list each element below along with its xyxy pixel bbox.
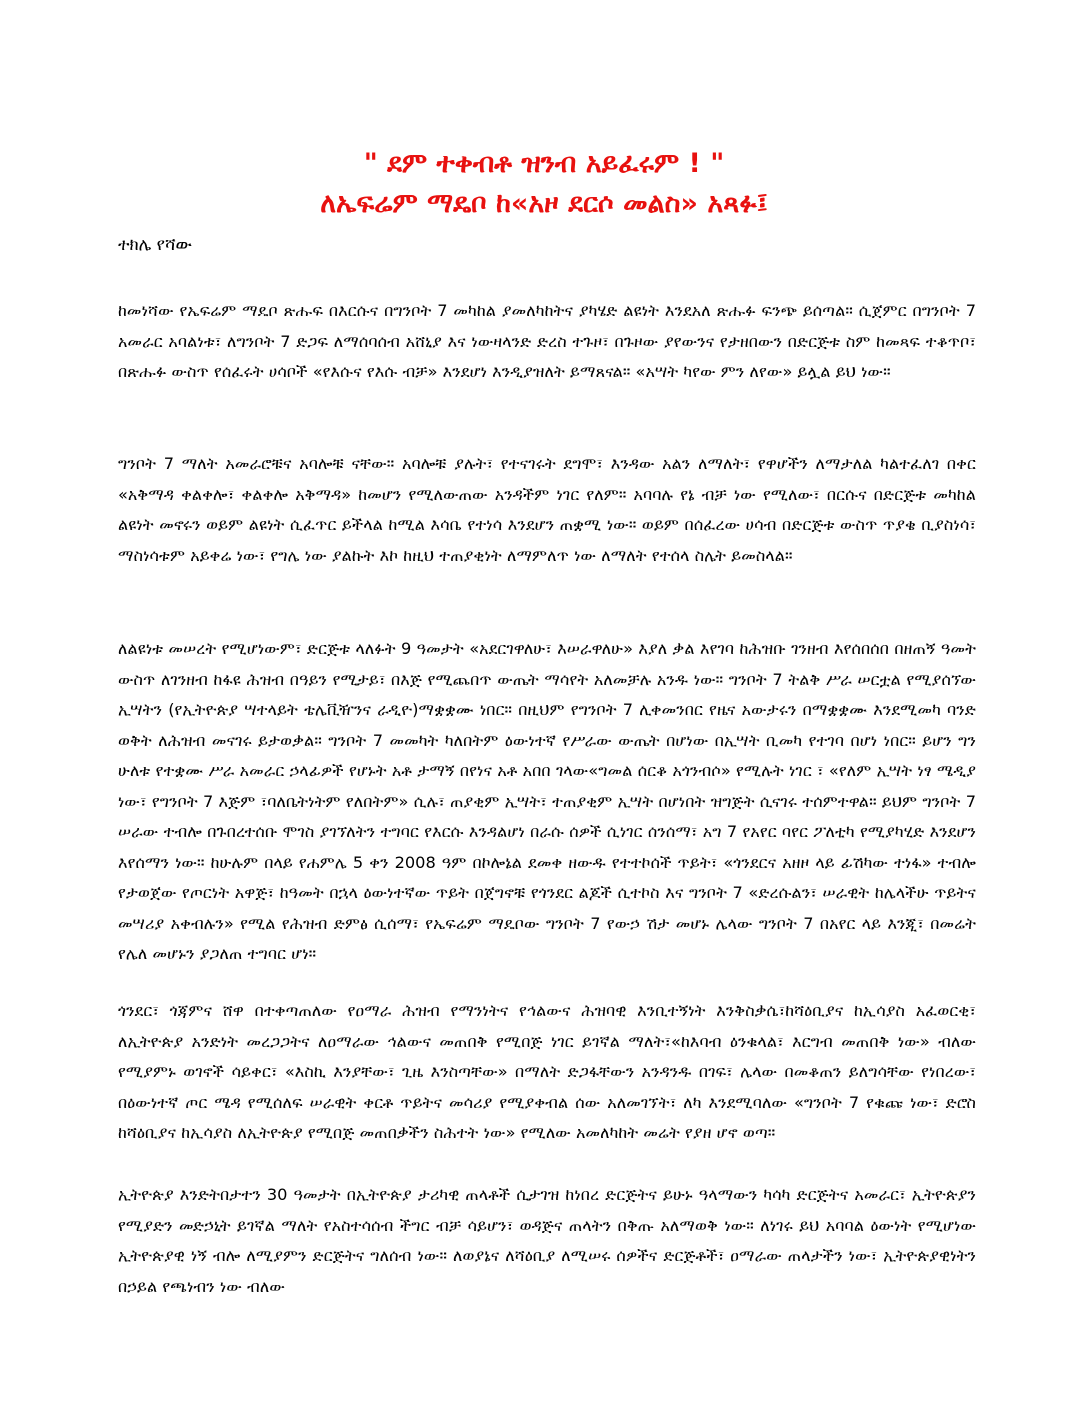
title-line-2: ለኤፍሬም ማዴቦ ከ«አዞ ደርሶ መልስ» አጻፉ፤ <box>320 188 768 219</box>
paragraph-1: ከመነሻው የኤፍሬም ማዴቦ ጽሑፍ በእርሱና በግንቦት 7 መካከል ያመለካከትና ያካሄድ ልዩነት እንደአለ ጽሑፉ ፍንጭ ይሰጣል። ሲጀምር በግንቦት 7 አመራር አባልነቱ፣ ለግንቦት 7 ድጋፍ ለማሰባሰብ አሸኒያ እና ነውዛላንድ ድረስ ተጉዞ፣ በጉዞው ያየውንና የታዘበውን በድርጅቱ ስም ከመጻፍ ተቆጥቦ፣ በጽሑፉ ውስጥ የሰፈሩት ሀሳቦች «የእሱና የእሱ ብቻ» እንደሆነ እንዲያዝለት ይማጸናል። «አሣት ካየው ምን ለየው» ይሏል ይህ ነው። <box>118 301 976 381</box>
title-line-1: " ደም ተቀብቶ ዝንብ አይፈሩም ! " <box>363 148 725 179</box>
paragraph-3: ለልዩነቱ መሠረት የሚሆነውም፣ ድርጅቱ ላለፉት 9 ዓመታት «አደርገዋለሁ፣ እሠራዋለሁ» እያለ ቃል እየገባ ከሕዝቡ ገንዘብ እየሰበሰበ በዘጠኝ ዓመት ውስጥ ለገንዘብ ከፋዩ ሕዝብ በዓይን የሚታይ፣ በእጅ የሚጨበጥ ውጤት ማሳየት አለመቻሉ አንዱ ነው። ግንቦት 7 ትልቅ ሥራ ሠርቷል የሚያሰኘው ኢሣትን (የኢትዮጵያ ሣተላይት ቴሌቪዥንና ራዲዮ)ማቋቋሙ ነበር። በዚህም የግንቦት 7 ሊቀመንበር የዜና አውታሩን በማቋቋሙ እንደሚመካ ባንድ ወቅት ለሕዝብ መናገሩ ይታወቃል። ግንቦት 7 መመካት ካለበትም ዕውነተኛ የሥራው ውጤት በሆነው በኢሣት ቢመካ የተገባ በሆነ ነበር። ይሆን ግን ሁለቱ የተቋሙ ሥራ አመራር ኃላፊዎች የሆኑት አቶ ታማኝ በየነና አቶ አበበ ገላው«ግመል ሰርቆ አጎንብሶ» የሚሉት ነገር ፣ «የለም ኢሣት ነፃ ሜዲያ ነው፣ የግንቦት 7 እጅም ፣ባለቤትነትም የለበትም» ሲሉ፣ ጠያቂም ኢሣት፣ ተጠያቂም ኢሣት በሆነበት ዝግጅት ሲናገሩ ተሰምተዋል። ይህም ግንቦት 7 ሠራው ተብሎ በጉበረተሰቡ ሞገስ ያገኘለትን ተግባር የእርሱ እንዳልሆነ በራሱ ሰዎች ሲነገር ሰንሰማ፣ አግ 7 የአየር ባየር ፖለቲካ የሚያካሂድ እንደሆን እየሰማን ነው። ከሁሉም በላይ የሐምሌ 5 ቀን 2008 ዓም በኮሎኔል ደመቀ ዘውዱ የተተኮሰች ጥይት፣ «ጎንደርና አዘዞ ላይ ፊሽካው ተነፋ» ተብሎ የታወጀው የጦርነት አዋጅ፣ ከዓመት በኋላ ዕውነተኛው ጥይት በጀግኖቹ የጎንደር ልጆች ሲተኮስ እና ግንቦት 7 «ድረሱልን፣ ሠራዊት ከሌላችሁ ጥይትና መሣሪያ አቀብሉን» የሚል የሕዝብ ድምፅ ሲሰማ፣ የኤፍሬም ማዴቦው ግንቦት 7 የውኃ ሽታ መሆኑ ሌላው ግንቦት 7 በአየር ላይ እንጂ፣ በመሬት የሌለ መሆኑን ያጋለጠ ተግባር ሆነ። <box>118 639 976 963</box>
paragraph-4: ጎንደር፣ ጎጃምና ሸዋ በተቀጣጠለው የዐማራ ሕዝብ የማንነትና የኅልውና ሕዝባዊ እንቢተኝነት እንቅስቃሴ፣ከሻዕቢያና ከኢሳያስ አፈወርቂ፣ ለኢትዮጵያ አንድነት መረጋጋትና ለዐማራው ኅልውና መጠበቅ የሚበጅ ነገር ይገኛል ማለት፣«ከእባብ ዕንቁላል፣ እርግብ መጠበቅ ነው» ብለው የሚያምኑ ወገኖች ሳይቀር፣ «እስኪ እንያቸው፣ ጊዜ እንስጣቸው» በማለት ድጋፋቸውን አንዳንዱ በገፍ፣ ሌላው በመቆጠን ይለግሳቸው የነበረው፣ በዕውነተኛ ጦር ሜዳ የሚሰለፍ ሠራዊት ቀርቶ ጥይትና መሳሪያ የሚያቀብል ሰው አለመገኘት፣ ለካ እንደሚባለው «ግንቦት 7 የቁጩ ነው፣ ድሮስ ከሻዕቢያና ከኢሳያስ ለኢትዮጵያ የሚበጅ መጠበቃችን ስሕተት ነው» የሚለው አመለካከት መሬት የያዘ ሆኖ ወጣ። <box>118 1001 976 1142</box>
paragraph-5: ኢትዮጵያ እንድትበታተን 30 ዓመታት በኢትዮጵያ ታሪካዊ ጠላቶች ሲታገዝ ከነበረ ድርጅትና ይሁኑ ዓላማውን ካሳካ ድርጅትና አመራር፣ ኢትዮጵያን የሚያድን መድኃኒት ይገኛል ማለት የአስተሳሰብ ችግር ብቻ ሳይሆን፣ ወዳጅና ጠላትን በቅጡ አለማወቅ ነው። ለነገሩ ይህ አባባል ዕውነት የሚሆነው ኢትዮጵያዊ ነኝ ብሎ ለሚያምን ድርጅትና ግለሰብ ነው። ለወያኔና ለሻዕቢያ ለሚሠሩ ሰዎችና ድርጅቶች፣ ዐማራው ጠላታችን ነው፣ ኢትዮጵያዊነትን በኃይል የጫነብን ነው ብለው <box>118 1185 976 1296</box>
paragraph-2: ግንቦት 7 ማለት አመራሮቹና አባሎቹ ናቸው። አባሎቹ ያሉት፣ የተናገሩት ደግሞ፣ እንዳው አልን ለማለት፣ የዋሆችን ለማታለል ካልተፈለገ በቀር «አቅማዳ ቀልቀሎ፣ ቀልቀሎ አቅማዳ» ከመሆን የሚለውጠው አንዳችም ነገር የለም። አባባሉ የኔ ብቻ ነው የሚለው፣ በርሱና በድርጅቱ መካከል ልዩነት መኖሩን ወይም ልዩነት ሲፈጥር ይችላል ከሚል እሳቤ የተነሳ እንደሆን ጠቋሚ ነው። ወይም በሰፈረው ሀሳብ በድርጅቱ ውስጥ ጥያቄ ቢያስነሳ፣ ማስነሳቱም አይቀሬ ነው፣ የግሌ ነው ያልኩት እኮ ከዚህ ተጠያቂነት ለማምለጥ ነው ለማለት የተሰላ ስሌት ይመስላል። <box>118 454 976 565</box>
author-name: ተክሌ የሻው <box>118 235 192 255</box>
